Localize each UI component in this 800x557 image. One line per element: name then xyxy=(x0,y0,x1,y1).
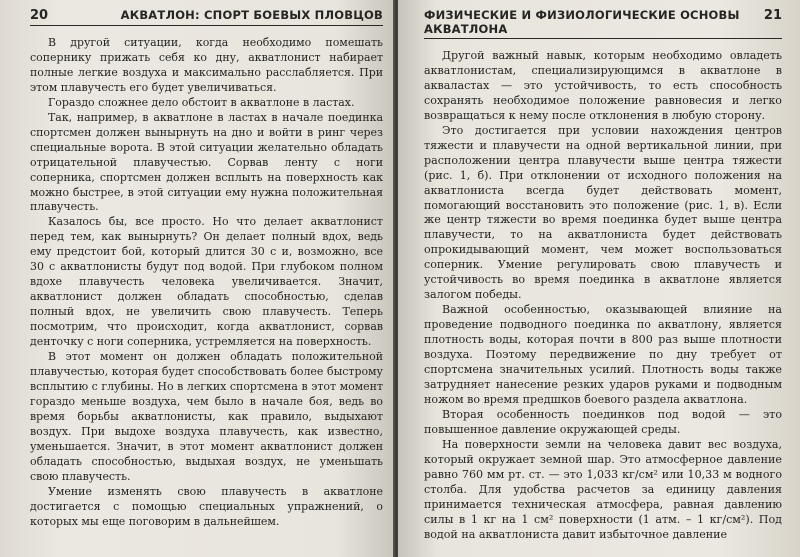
paragraph: Умение изменять свою плавучесть в акватлоне достигается с помощью специальных упражнений, о которых мы еще поговорим в дальнейшем. xyxy=(30,484,383,528)
paragraph: Казалось бы, все просто. Но что делает акватлонист перед тем, как вынырнуть? Он делает полный вдох, ведь ему предстоит бой, который длится 30 с и, возможно, все 30 с акватлонисты будут под водой. При глубоком полном вдохе плавучесть человека увеличивается. Значит, акватлонист должен обладать способностью, сделав полный вдох, не увеличить свою плавучесть. Теперь посмотрим, что происходит, когда акватлонист, сорвав денточку с ноги соперника, устремляется на поверхность. xyxy=(30,215,383,349)
left-page xyxy=(0,0,395,557)
right-page-text xyxy=(424,49,782,542)
paragraph: На поверхности земли на человека давит вес воздуха, который окружает земной шар. Это атмосферное давление равно 760 мм рт. ст. — это 1,033 кг/см² или 10,33 м водного столба. Для удобства расчетов за единицу давления принимается техническая атмосфера, равная давлению силы в 1 кг на 1 см² поверхности (1 атм. – 1 кг/см²). Под водой на акватлониста давит избыточное давление xyxy=(424,437,782,541)
paragraph: Гораздо сложнее дело обстоит в акватлоне в ластах. xyxy=(48,95,355,109)
paragraph: В другой ситуации, когда необходимо помешать сопернику прижать себя ко дну, акватлонист набирает полные легкие воздуха и максимально расслабляется. При этом плавучесть его будет увеличиваться. xyxy=(30,36,383,94)
paragraph: Так, например, в акватлоне в ластах в начале поединка спортсмен должен вынырнуть на дно и войти в ринг через специальные ворота. В этой ситуации желательно обладать отрицательной плавучестью. Сорвав ленту с ноги соперника, спортсмен должен всплыть на поверхность как можно быстрее, в этой ситуации ему нужна положительная плавучесть. xyxy=(30,110,383,214)
left-page-header xyxy=(30,8,383,26)
right-page-number: 21 xyxy=(763,8,782,23)
paragraph: Другой важный навык, которым необходимо овладеть акватлонистам, специализирующимся в акватлоне в акваластах — это устойчивость, то есть способность сохранять необходимое положение равновесия и легко возвращаться к нему после отклонения в любую сторону. xyxy=(424,49,782,122)
right-page xyxy=(398,0,800,557)
paragraph: Важной особенностью, оказывающей влияние на проведение подводного поединка по акватлону, является плотность воды, которая почти в 800 раз выше плотности воздуха. Поэтому передвижение по дну требует от спортсмена значительных усилий. Плотность воды также затрудняет нанесение резких ударов руками и подводным ножом во время предшков боевого раздела акватлона. xyxy=(424,303,782,406)
left-page-number: 20 xyxy=(30,8,49,23)
paragraph: В этот момент он должен обладать положительной плавучестью, которая будет способствовать более быстрому всплытию с глубины. Но в легких спортсмена в этот момент гораздо меньше воздуха, чем было в начале боя, ведь во время борьбы акватлонисты, как правило, выдыхают воздух. При выдохе воздуха плавучесть, как известно, уменьшается. Значит, в этот момент акватлонист должен обладать способностью, выдыхая воздух, не уменьшать свою плавучесть. xyxy=(30,350,383,483)
paragraph: Вторая особенность поединков под водой — это повышенное давление окружающей среды. xyxy=(424,407,782,436)
left-running-title: АКВАТЛОН: СПОРТ БОЕВЫХ ПЛОВЦОВ xyxy=(120,8,383,22)
right-page-header xyxy=(424,8,782,39)
paragraph: Это достигается при условии нахождения центров тяжести и плавучести на одной вертикальной линии, при расположении центра плавучести выше центра тяжести (рис. 1, б). При отклонении от исходного положения на акватлониста всегда будет действовать момент, помогающий восстановить это положение (рис. 1, в). Если же центр тяжести во время поединка будет выше центра плавучести, то на акватлониста будет действовать опрокидывающий момент, чем может воспользоваться соперник. Умение регулировать свою плавучесть и устойчивость во время поединка в акватлоне является залогом победы. xyxy=(424,123,782,302)
left-page-text xyxy=(30,36,383,529)
right-running-title: ФИЗИЧЕСКИЕ И ФИЗИОЛОГИЧЕСКИЕ ОСНОВЫ АКВАТЛОНА xyxy=(424,8,740,36)
